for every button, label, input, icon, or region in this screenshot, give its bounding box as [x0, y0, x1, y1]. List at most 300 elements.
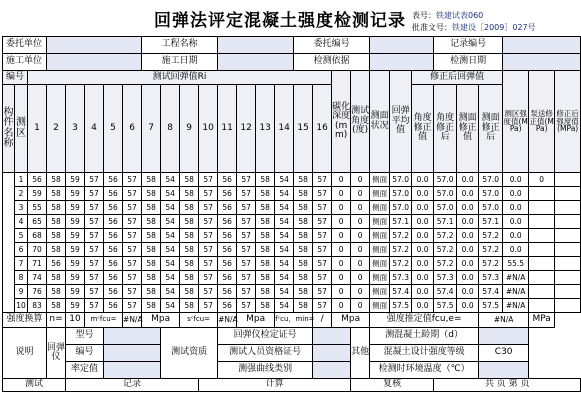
form-number: 表号：铁建试表060 [412, 11, 484, 20]
reading-cell: 57 [199, 285, 218, 299]
reading-cell: 57 [313, 285, 332, 299]
sf-value: #N/A [218, 313, 237, 328]
reading-cell: 54 [275, 243, 294, 257]
pump-corr-cell [529, 201, 555, 215]
instrument-label: 回弹仪 [47, 328, 66, 379]
angle-corr-cell: 0.0 [412, 243, 434, 257]
carb-depth-cell: 0 [332, 201, 351, 215]
reading-cell: 57 [85, 285, 104, 299]
reading-cell: 58 [294, 299, 313, 313]
reading-cell: 57 [85, 243, 104, 257]
estimated-strength-value: #N/A [479, 313, 529, 328]
reading-cell: 83 [28, 299, 47, 313]
reading-cell: 57 [85, 215, 104, 229]
angle-corrected-cell: 57.2 [434, 243, 457, 257]
env-temp-field[interactable] [479, 362, 529, 379]
final-strength-cell [555, 271, 581, 285]
zone-strength-cell: 0.0 [503, 243, 529, 257]
reading-cell: 58 [180, 229, 199, 243]
pump-corr-header: 泵送修正值(MPa) [529, 71, 555, 173]
rating-field[interactable] [104, 362, 161, 379]
reading-cell: 57 [199, 215, 218, 229]
reading-cell: 57 [199, 271, 218, 285]
final-strength-cell [555, 257, 581, 271]
reading-col: 1 [28, 85, 47, 173]
reading-cell: 59 [66, 215, 85, 229]
surface-corr-cell: 0.0 [457, 243, 479, 257]
zone-number-cell: 10 [15, 299, 28, 313]
reading-cell: 54 [161, 229, 180, 243]
component-name-header: 构件名称 [3, 85, 15, 173]
reading-cell: 54 [161, 215, 180, 229]
header-row-2 [3, 85, 581, 173]
reading-cell: 54 [161, 271, 180, 285]
angle-corr-cell: 0.0 [412, 285, 434, 299]
reading-cell: 56 [218, 257, 237, 271]
angle-corrected-cell: 57.3 [434, 271, 457, 285]
reading-cell: 57 [199, 173, 218, 187]
reading-cell: 54 [275, 257, 294, 271]
final-strength-cell [555, 201, 581, 215]
pump-corr-cell: 0 [529, 173, 555, 187]
reading-cell: 58 [294, 201, 313, 215]
reading-col: 4 [85, 85, 104, 173]
test-angle-cell: 0 [351, 285, 370, 299]
reading-cell: 54 [161, 201, 180, 215]
reading-cell: 56 [218, 299, 237, 313]
reading-cell: 70 [28, 243, 47, 257]
reading-cell: 58 [47, 243, 66, 257]
test-surface-cell: 侧面 [370, 229, 390, 243]
reading-cell: 54 [161, 285, 180, 299]
reading-cell: 56 [104, 229, 123, 243]
personnel-cert-label: 测试人员资格证号 [218, 345, 313, 362]
zone-number-cell: 4 [15, 215, 28, 229]
reading-col: 12 [237, 85, 256, 173]
reading-cell: 76 [28, 285, 47, 299]
carb-depth-cell: 0 [332, 187, 351, 201]
test-angle-cell: 0 [351, 173, 370, 187]
reading-cell: 58 [294, 285, 313, 299]
angle-corr-cell: 0.0 [412, 215, 434, 229]
personnel-cert-field[interactable] [313, 345, 351, 362]
zone-number-cell: 2 [15, 187, 28, 201]
test-angle-cell: 0 [351, 229, 370, 243]
sf-unit: Mpa [237, 313, 275, 328]
final-strength-cell [555, 215, 581, 229]
notes-label: 说明 [3, 328, 47, 379]
reading-cell: 57 [237, 243, 256, 257]
reading-cell: 59 [66, 187, 85, 201]
surface-corr-cell: 0.0 [457, 187, 479, 201]
recorder-label: 记录 [66, 379, 199, 392]
pump-corr-cell [529, 299, 555, 313]
test-angle-cell: 0 [351, 243, 370, 257]
reading-cell: 58 [142, 257, 161, 271]
reading-cell: 58 [294, 229, 313, 243]
table-row [3, 187, 581, 201]
record-no-field[interactable] [503, 37, 581, 54]
reading-cell: 58 [256, 215, 275, 229]
test-basis-label: 检测依据 [294, 54, 370, 71]
reading-col: 6 [123, 85, 142, 173]
reading-cell: 57 [85, 257, 104, 271]
reading-col: 9 [180, 85, 199, 173]
reading-cell: 58 [256, 271, 275, 285]
rebound-avg-cell: 57.1 [390, 215, 412, 229]
pump-corr-cell [529, 285, 555, 299]
reading-cell: 57 [237, 271, 256, 285]
reading-cell: 57 [313, 201, 332, 215]
reading-col: 14 [275, 85, 294, 173]
reading-col: 15 [294, 85, 313, 173]
reading-cell: 54 [275, 229, 294, 243]
curve-type-field[interactable] [313, 362, 351, 379]
reading-cell: 58 [256, 285, 275, 299]
zone-number-cell: 8 [15, 271, 28, 285]
zone-header: 测区 [15, 85, 28, 173]
reading-cell: 58 [47, 215, 66, 229]
reading-cell: 58 [142, 173, 161, 187]
construction-unit-field[interactable] [47, 54, 142, 71]
reading-cell: 57 [237, 215, 256, 229]
reading-cell: 56 [104, 285, 123, 299]
angle-corrected-header: 角度修正后 [434, 85, 457, 173]
surface-corrected-cell: 57.1 [479, 215, 503, 229]
reading-cell: 65 [28, 215, 47, 229]
page-title: 回弹法评定混凝土强度检测记录 [154, 11, 406, 31]
reading-cell: 59 [28, 187, 47, 201]
test-surface-cell: 侧面 [370, 187, 390, 201]
rating-label: 率定值 [66, 362, 104, 379]
reviewer-label: 复核 [351, 379, 434, 392]
reading-cell: 57 [313, 229, 332, 243]
reading-cell: 54 [161, 299, 180, 313]
reading-cell: 56 [104, 271, 123, 285]
table-row [3, 299, 581, 313]
zone-strength-header: 测区强度值(MPa) [503, 71, 529, 173]
client-no-field[interactable] [370, 37, 434, 54]
surface-corr-cell: 0.0 [457, 229, 479, 243]
design-grade-label: 混凝土设计强度等级 [370, 345, 479, 362]
fmin-label: fᶜcu，min= [275, 313, 313, 328]
pump-corr-cell [529, 187, 555, 201]
zone-strength-cell: 0.0 [503, 201, 529, 215]
rebound-avg-cell: 57.0 [390, 173, 412, 187]
reading-cell: 57 [85, 271, 104, 285]
angle-corrected-cell: 57.5 [434, 299, 457, 313]
table-row [3, 243, 581, 257]
reading-cell: 58 [142, 271, 161, 285]
component-name-cell[interactable] [3, 173, 15, 313]
project-name-label: 工程名称 [142, 37, 218, 54]
final-strength-cell [555, 173, 581, 187]
footer-row [3, 379, 581, 392]
table-row [3, 257, 581, 271]
project-name-field[interactable] [218, 37, 294, 54]
reading-cell: 58 [47, 187, 66, 201]
reading-cell: 57 [237, 201, 256, 215]
reading-cell: 58 [256, 229, 275, 243]
reading-cell: 58 [180, 215, 199, 229]
reading-cell: 58 [180, 243, 199, 257]
rebound-avg-cell: 57.0 [390, 201, 412, 215]
notes-row-1 [3, 328, 581, 345]
serial-field[interactable] [104, 345, 161, 362]
pump-corr-cell [529, 229, 555, 243]
final-strength-cell [555, 285, 581, 299]
test-surface-cell: 侧面 [370, 271, 390, 285]
reading-cell: 58 [142, 201, 161, 215]
reading-cell: 57 [123, 299, 142, 313]
angle-corr-header: 角度修正值 [412, 85, 434, 173]
reading-cell: 57 [313, 215, 332, 229]
reading-cell: 68 [28, 229, 47, 243]
mf-value: #N/A [123, 313, 142, 328]
client-unit-label: 委托单位 [3, 37, 47, 54]
reading-cell: 57 [85, 173, 104, 187]
info-row-1 [3, 37, 581, 54]
reading-cell: 58 [142, 243, 161, 257]
reading-cell: 56 [218, 229, 237, 243]
model-field[interactable] [104, 328, 161, 345]
reading-cell: 58 [47, 285, 66, 299]
table-row [3, 201, 581, 215]
carb-depth-header: 碳化深度(mm) [332, 71, 351, 173]
angle-corr-cell: 0.0 [412, 201, 434, 215]
final-strength-cell [555, 243, 581, 257]
reading-cell: 54 [161, 257, 180, 271]
test-angle-cell: 0 [351, 187, 370, 201]
design-grade-value[interactable]: C30 [479, 345, 529, 362]
surface-corrected-cell: 57.0 [479, 201, 503, 215]
reading-cell: 58 [294, 243, 313, 257]
rebound-avg-cell: 57.0 [390, 187, 412, 201]
reading-cell: 58 [142, 187, 161, 201]
table-row [3, 173, 581, 187]
model-label: 型号 [66, 328, 104, 345]
tester-label: 测试 [3, 379, 66, 392]
reading-cell: 57 [123, 243, 142, 257]
surface-corr-header: 测面修正值 [457, 85, 479, 173]
age-field[interactable] [479, 328, 529, 345]
test-surface-cell: 侧面 [370, 201, 390, 215]
mf-unit: Mpa [142, 313, 180, 328]
reading-col: 11 [218, 85, 237, 173]
pump-corr-cell [529, 271, 555, 285]
reading-cell: 57 [123, 257, 142, 271]
carb-depth-cell: 0 [332, 299, 351, 313]
reading-cell: 58 [180, 173, 199, 187]
surface-corrected-cell: 57.3 [479, 271, 503, 285]
env-temp-label: 检测时环境温度（℃） [370, 362, 479, 379]
reading-cell: 56 [104, 299, 123, 313]
summary-row [3, 313, 581, 328]
surface-corrected-cell: 57.2 [479, 243, 503, 257]
reading-cell: 58 [142, 299, 161, 313]
surface-corrected-cell: 57.2 [479, 229, 503, 243]
angle-corr-cell: 0.0 [412, 257, 434, 271]
test-angle-cell: 0 [351, 201, 370, 215]
reading-cell: 56 [47, 257, 66, 271]
reading-cell: 59 [66, 271, 85, 285]
reading-cell: 57 [85, 229, 104, 243]
test-date-field[interactable] [503, 54, 581, 71]
final-strength-cell [555, 229, 581, 243]
reading-cell: 55 [28, 201, 47, 215]
reading-cell: 57 [123, 229, 142, 243]
info-row-2 [3, 54, 581, 71]
reading-cell: 56 [218, 187, 237, 201]
notes-row-2 [3, 345, 581, 362]
carb-depth-cell: 0 [332, 229, 351, 243]
construction-date-field[interactable] [218, 54, 294, 71]
reading-cell: 58 [142, 229, 161, 243]
reading-cell: 59 [66, 201, 85, 215]
record-table [2, 36, 581, 392]
angle-corr-cell: 0.0 [412, 187, 434, 201]
reading-cell: 58 [142, 285, 161, 299]
surface-corr-cell: 0.0 [457, 271, 479, 285]
angle-corrected-cell: 57.1 [434, 215, 457, 229]
calculator-label: 计算 [199, 379, 351, 392]
test-surface-cell: 侧面 [370, 173, 390, 187]
corr-header: 修正后回弹值 [412, 71, 503, 85]
reading-cell: 57 [123, 201, 142, 215]
curve-type-label: 测强曲线类别 [218, 362, 313, 379]
age-label: 测混凝土龄期（d） [370, 328, 479, 345]
reading-cell: 58 [180, 299, 199, 313]
reading-cell: 58 [256, 299, 275, 313]
zone-strength-cell: #N/A [503, 285, 529, 299]
reading-cell: 71 [28, 257, 47, 271]
table-row [3, 285, 581, 299]
reading-cell: 56 [104, 243, 123, 257]
reading-cell: 57 [199, 187, 218, 201]
reading-cell: 57 [313, 257, 332, 271]
rebound-avg-cell: 57.2 [390, 243, 412, 257]
reading-cell: 56 [104, 215, 123, 229]
zone-strength-cell: #N/A [503, 299, 529, 313]
zone-strength-cell: 0.0 [503, 173, 529, 187]
angle-corrected-cell: 57.2 [434, 257, 457, 271]
reading-cell: 57 [313, 243, 332, 257]
reading-cell: 54 [275, 215, 294, 229]
reading-cell: 54 [275, 271, 294, 285]
test-angle-cell: 0 [351, 257, 370, 271]
reading-cell: 56 [104, 187, 123, 201]
test-surface-cell: 侧面 [370, 215, 390, 229]
construction-date-label: 施工日期 [142, 54, 218, 71]
reading-cell: 58 [294, 215, 313, 229]
calib-cert-field[interactable] [313, 328, 351, 345]
reading-col: 2 [47, 85, 66, 173]
rebound-avg-header: 回弹平均值 [390, 71, 412, 173]
test-basis-field[interactable] [370, 54, 434, 71]
angle-corrected-cell: 57.4 [434, 285, 457, 299]
surface-corr-cell: 0.0 [457, 299, 479, 313]
reading-cell: 54 [275, 285, 294, 299]
carb-depth-cell: 0 [332, 271, 351, 285]
reading-cell: 59 [66, 299, 85, 313]
surface-corr-cell: 0.0 [457, 201, 479, 215]
zone-strength-cell: 0.0 [503, 215, 529, 229]
page-counter: 共 页 第 页 [434, 379, 581, 392]
zone-number-cell: 6 [15, 243, 28, 257]
reading-col: 5 [104, 85, 123, 173]
test-angle-cell: 0 [351, 215, 370, 229]
reading-col: 10 [199, 85, 218, 173]
summary-label: 强度换算 [3, 313, 47, 328]
zone-number-cell: 9 [15, 285, 28, 299]
reading-cell: 57 [237, 173, 256, 187]
fmin-unit: Mpa [332, 313, 370, 328]
reading-cell: 56 [218, 215, 237, 229]
surface-corrected-cell: 57.0 [479, 187, 503, 201]
surface-corrected-header: 测面修正后 [479, 85, 503, 173]
reading-cell: 57 [85, 299, 104, 313]
reading-cell: 57 [85, 187, 104, 201]
surface-corr-cell: 0.0 [457, 173, 479, 187]
client-no-label: 委托编号 [294, 37, 370, 54]
data-rows [3, 173, 581, 313]
zone-strength-cell: 55.5 [503, 257, 529, 271]
zone-number-cell: 5 [15, 229, 28, 243]
reading-cell: 57 [85, 201, 104, 215]
reading-cell: 74 [28, 271, 47, 285]
reading-cell: 56 [104, 257, 123, 271]
reading-cell: 58 [256, 201, 275, 215]
zone-strength-cell: #N/A [503, 271, 529, 285]
test-angle-header: 测试角度(度) [351, 71, 370, 173]
reading-cell: 58 [294, 257, 313, 271]
surface-corrected-cell: 57.0 [479, 173, 503, 187]
no-header: 编号 [3, 71, 28, 85]
client-unit-field[interactable] [47, 37, 142, 54]
construction-unit-label: 施工单位 [3, 54, 47, 71]
reading-cell: 58 [256, 257, 275, 271]
reading-cell: 57 [237, 229, 256, 243]
reading-cell: 57 [199, 201, 218, 215]
reading-col: 7 [142, 85, 161, 173]
serial-label: 编号 [66, 345, 104, 362]
reading-cell: 57 [123, 271, 142, 285]
reading-cell: 57 [313, 173, 332, 187]
notes-row-3 [3, 362, 581, 379]
readings-header: 测试回弹值Ri [28, 71, 332, 85]
reading-cell: 58 [294, 173, 313, 187]
surface-corrected-cell: 57.5 [479, 299, 503, 313]
rebound-avg-cell: 57.3 [390, 271, 412, 285]
zone-strength-cell: 0.0 [503, 187, 529, 201]
test-angle-cell: 0 [351, 299, 370, 313]
angle-corrected-cell: 57.0 [434, 201, 457, 215]
reading-cell: 58 [180, 187, 199, 201]
angle-corrected-cell: 57.0 [434, 187, 457, 201]
test-surface-header: 测面状况 [370, 71, 390, 173]
test-surface-cell: 侧面 [370, 257, 390, 271]
reading-cell: 58 [47, 201, 66, 215]
reading-cell: 59 [66, 285, 85, 299]
reading-cell: 58 [47, 229, 66, 243]
reading-cell: 58 [47, 173, 66, 187]
mf-label: mᶜfcu= [85, 313, 123, 328]
reading-cell: 56 [218, 271, 237, 285]
fmin-value: / [313, 313, 332, 328]
surface-corrected-cell: 57.2 [479, 257, 503, 271]
approval-number: 批准文号：铁建设［2009］027号 [412, 23, 536, 32]
zone-strength-cell: 0.0 [503, 229, 529, 243]
